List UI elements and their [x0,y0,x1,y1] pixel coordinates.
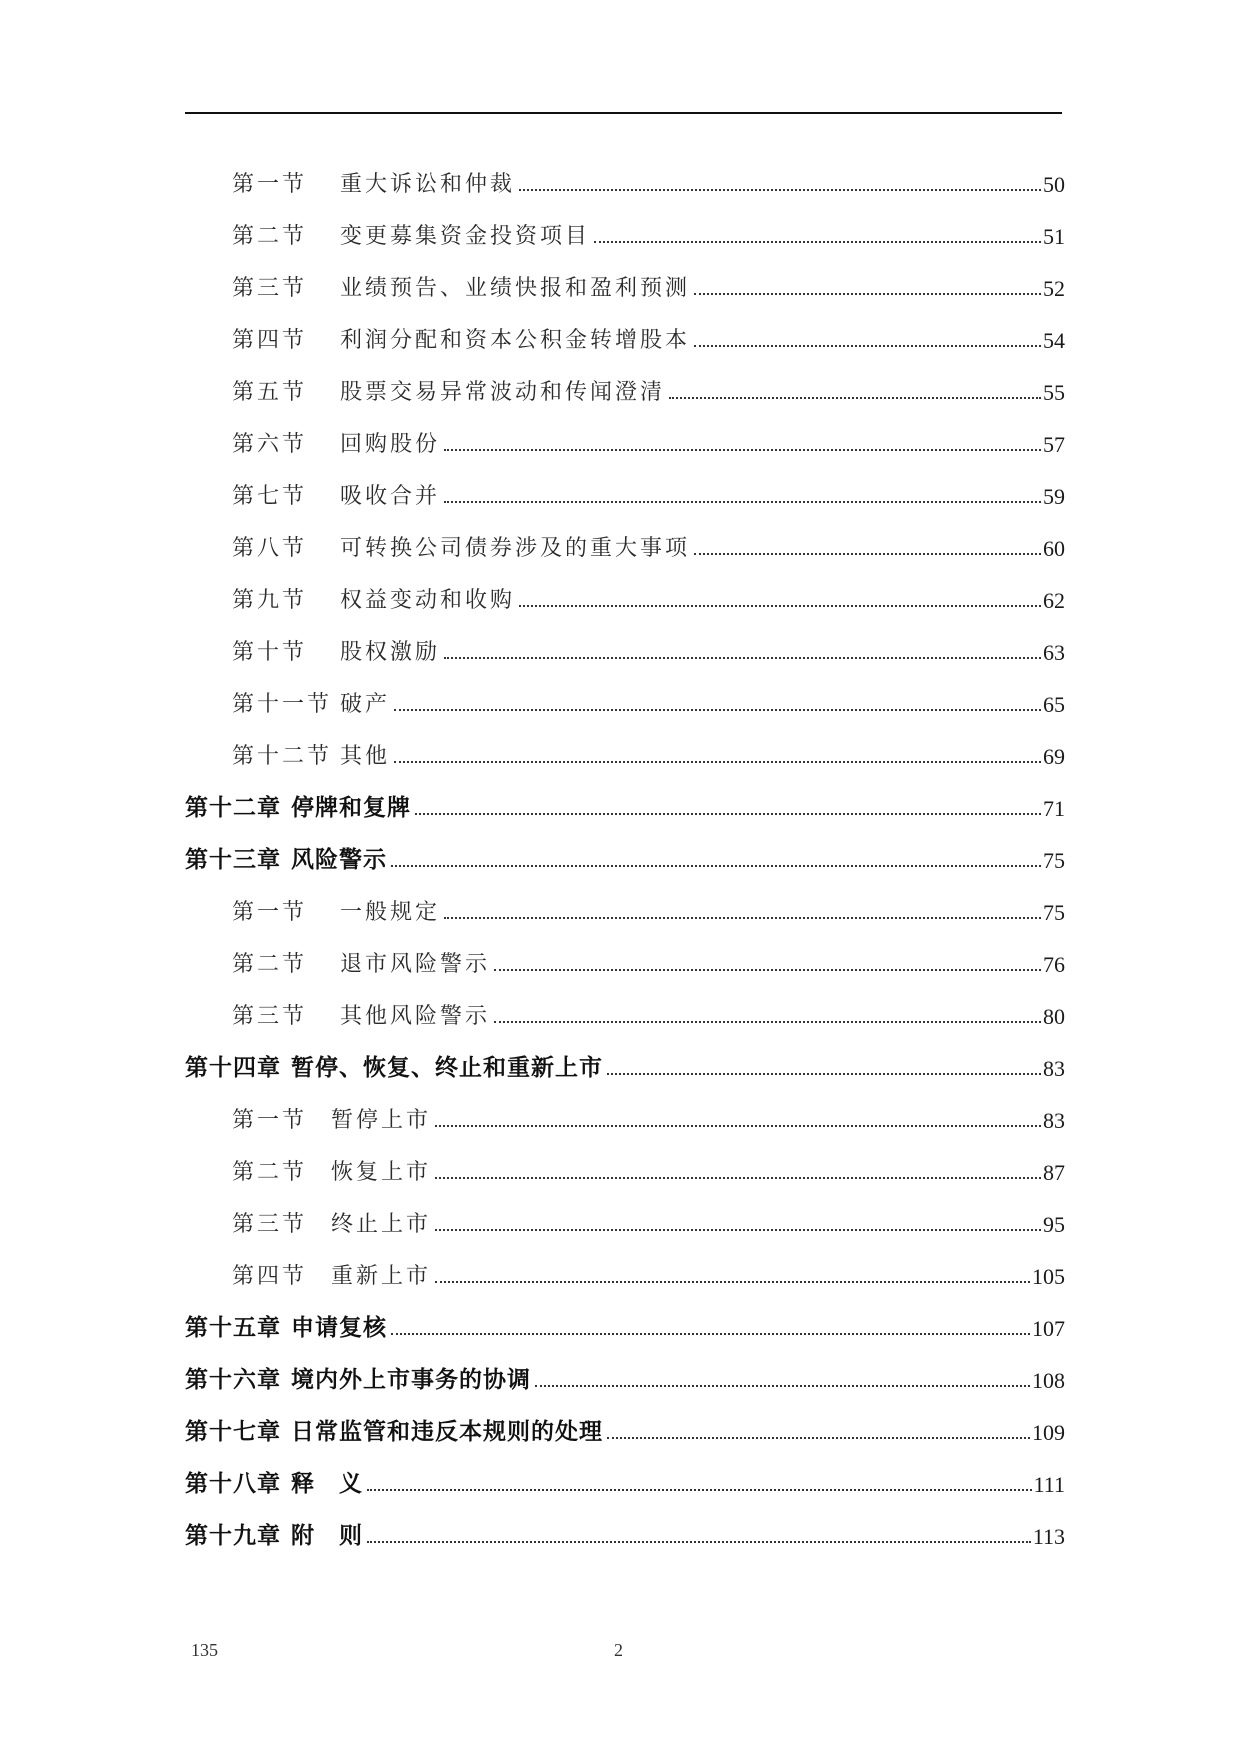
dot-leader [444,657,1041,659]
toc-entry-number: 第十一节 [232,692,333,717]
dot-leader [694,293,1041,295]
header-rule [185,112,1062,114]
toc-chapter-entry[interactable] [185,1354,1065,1394]
toc-chapter-page: 107 [1032,1316,1065,1341]
dot-leader [367,1541,1031,1543]
toc-entry-number: 第三节 [232,276,308,301]
toc-entry-title: 可转换公司债券涉及的重大事项 [340,536,691,561]
toc-entry-page: 63 [1043,640,1065,665]
toc-chapter-page: 75 [1043,848,1065,873]
toc-entry-title: 股票交易异常波动和传闻澄清 [340,380,666,405]
dot-leader [444,917,1041,919]
toc-chapter-entry[interactable] [185,782,1065,822]
toc-chapter-number: 第十五章 [185,1315,281,1341]
toc-chapter-number: 第十七章 [185,1419,281,1445]
toc-chapter-page: 83 [1043,1056,1065,1081]
toc-chapter-entry[interactable] [185,834,1065,874]
toc-entry-title: 权益变动和收购 [340,588,516,613]
toc-entry-title: 终止上市 [331,1212,432,1237]
toc-entry-title: 变更募集资金投资项目 [340,224,591,249]
toc-entry-title: 股权激励 [340,640,441,665]
toc-chapter-number: 第十四章 [185,1055,281,1081]
toc-chapter-page: 109 [1032,1420,1065,1445]
toc-chapter-title: 境内外上市事务的协调 [291,1367,531,1393]
toc-entry-number: 第八节 [232,536,308,561]
toc-entry-number: 第二节 [232,224,308,249]
dot-leader [394,761,1041,763]
toc-entry-title: 利润分配和资本公积金转增股本 [340,328,691,353]
toc-entry-number: 第十节 [232,640,308,665]
toc-entry-page: 59 [1043,484,1065,509]
toc-entry[interactable] [185,418,1065,458]
dot-leader [535,1385,1030,1387]
toc-entry[interactable] [185,1094,1065,1134]
dot-leader [415,813,1041,815]
toc-entry[interactable] [185,1250,1065,1290]
toc-entry[interactable] [185,678,1065,718]
toc-entry-page: 80 [1043,1004,1065,1029]
dot-leader [444,501,1041,503]
toc-entry-page: 50 [1043,172,1065,197]
toc-chapter-entry[interactable] [185,1042,1065,1082]
toc-entry-page: 60 [1043,536,1065,561]
toc-entry-number: 第七节 [232,484,308,509]
toc-entry[interactable] [185,626,1065,666]
toc-entry-title: 回购股份 [340,432,441,457]
toc-entry[interactable] [185,886,1065,926]
toc-entry-page: 76 [1043,952,1065,977]
toc-entry-title: 重大诉讼和仲裁 [340,172,516,197]
toc-entry-number: 第四节 [232,1264,308,1289]
dot-leader [669,397,1041,399]
dot-leader [494,969,1041,971]
toc-entry-page: 95 [1043,1212,1065,1237]
toc-entry-number: 第五节 [232,380,308,405]
toc-entry-number: 第九节 [232,588,308,613]
toc-entry-title: 恢复上市 [331,1160,432,1185]
dot-leader [607,1073,1041,1075]
toc-entry-page: 105 [1032,1264,1065,1289]
toc-entry-page: 75 [1043,900,1065,925]
toc-entry[interactable] [185,314,1065,354]
toc-entry[interactable] [185,366,1065,406]
toc-entry-page: 69 [1043,744,1065,769]
toc-entry[interactable] [185,1146,1065,1186]
dot-leader [435,1125,1041,1127]
toc-entry-number: 第三节 [232,1212,308,1237]
toc-entry-number: 第六节 [232,432,308,457]
toc-chapter-title: 停牌和复牌 [291,795,411,821]
toc-entry-title: 其他风险警示 [340,1004,491,1029]
toc-entry[interactable] [185,990,1065,1030]
toc-entry-title: 重新上市 [331,1264,432,1289]
toc-entry-number: 第一节 [232,900,308,925]
toc-chapter-entry[interactable] [185,1406,1065,1446]
toc-entry[interactable] [185,1198,1065,1238]
dot-leader [435,1229,1041,1231]
toc-chapter-title: 日常监管和违反本规则的处理 [291,1419,603,1445]
toc-chapter-title: 风险警示 [291,847,387,873]
toc-entry[interactable] [185,262,1065,302]
toc-entry-number: 第一节 [232,1108,308,1133]
dot-leader [435,1177,1041,1179]
dot-leader [519,189,1041,191]
toc-chapter-number: 第十九章 [185,1523,281,1549]
footer-left-number: 135 [191,1640,218,1660]
toc-chapter-entry[interactable] [185,1510,1065,1550]
toc-entry-title: 吸收合并 [340,484,441,509]
toc-entry-title: 一般规定 [340,900,441,925]
toc-entry-page: 87 [1043,1160,1065,1185]
toc-entry-number: 第四节 [232,328,308,353]
dot-leader [494,1021,1041,1023]
toc-entry-title: 其他 [340,744,391,769]
toc-chapter-title: 申请复核 [291,1315,387,1341]
dot-leader [519,605,1041,607]
toc-chapter-page: 108 [1032,1368,1065,1393]
toc-entry[interactable] [185,470,1065,510]
toc-entry[interactable] [185,210,1065,250]
toc-chapter-title: 附 则 [291,1523,363,1549]
dot-leader [607,1437,1030,1439]
toc-chapter-title: 释 义 [291,1471,363,1497]
toc-entry-page: 65 [1043,692,1065,717]
toc-entry-number: 第十二节 [232,744,333,769]
toc-entry-page: 51 [1043,224,1065,249]
dot-leader [367,1489,1032,1491]
toc-chapter-page: 111 [1033,1472,1065,1497]
toc-entry-number: 第一节 [232,172,308,197]
dot-leader [391,865,1041,867]
toc-entry-page: 55 [1043,380,1065,405]
toc-chapter-title: 暂停、恢复、终止和重新上市 [291,1055,603,1081]
page-number: 2 [614,1640,623,1660]
toc-entry-page: 57 [1043,432,1065,457]
dot-leader [594,241,1041,243]
toc-chapter-page: 113 [1032,1524,1065,1549]
toc-entry-title: 退市风险警示 [340,952,491,977]
toc-entry[interactable] [185,574,1065,614]
toc-entry[interactable] [185,522,1065,562]
toc-chapter-number: 第十六章 [185,1367,281,1393]
toc-chapter-entry[interactable] [185,1302,1065,1342]
dot-leader [391,1333,1030,1335]
toc-entry-title: 破产 [340,692,391,717]
dot-leader [394,709,1041,711]
toc-chapter-number: 第十八章 [185,1471,281,1497]
toc-entry-number: 第二节 [232,1160,308,1185]
dot-leader [435,1281,1030,1283]
toc-entry[interactable] [185,938,1065,978]
toc-entry-page: 83 [1043,1108,1065,1133]
toc-entry-page: 52 [1043,276,1065,301]
toc-chapter-page: 71 [1043,796,1065,821]
toc-chapter-number: 第十三章 [185,847,281,873]
toc-entry-title: 业绩预告、业绩快报和盈利预测 [340,276,691,301]
toc-entry-page: 54 [1043,328,1065,353]
toc-chapter-number: 第十二章 [185,795,281,821]
toc-entry-number: 第二节 [232,952,308,977]
toc-entry-number: 第三节 [232,1004,308,1029]
toc-entry[interactable] [185,158,1065,198]
toc-entry-title: 暂停上市 [331,1108,432,1133]
dot-leader [444,449,1041,451]
toc-chapter-entry[interactable] [185,1458,1065,1498]
toc-entry-page: 62 [1043,588,1065,613]
toc-entry[interactable] [185,730,1065,770]
dot-leader [694,345,1041,347]
dot-leader [694,553,1041,555]
